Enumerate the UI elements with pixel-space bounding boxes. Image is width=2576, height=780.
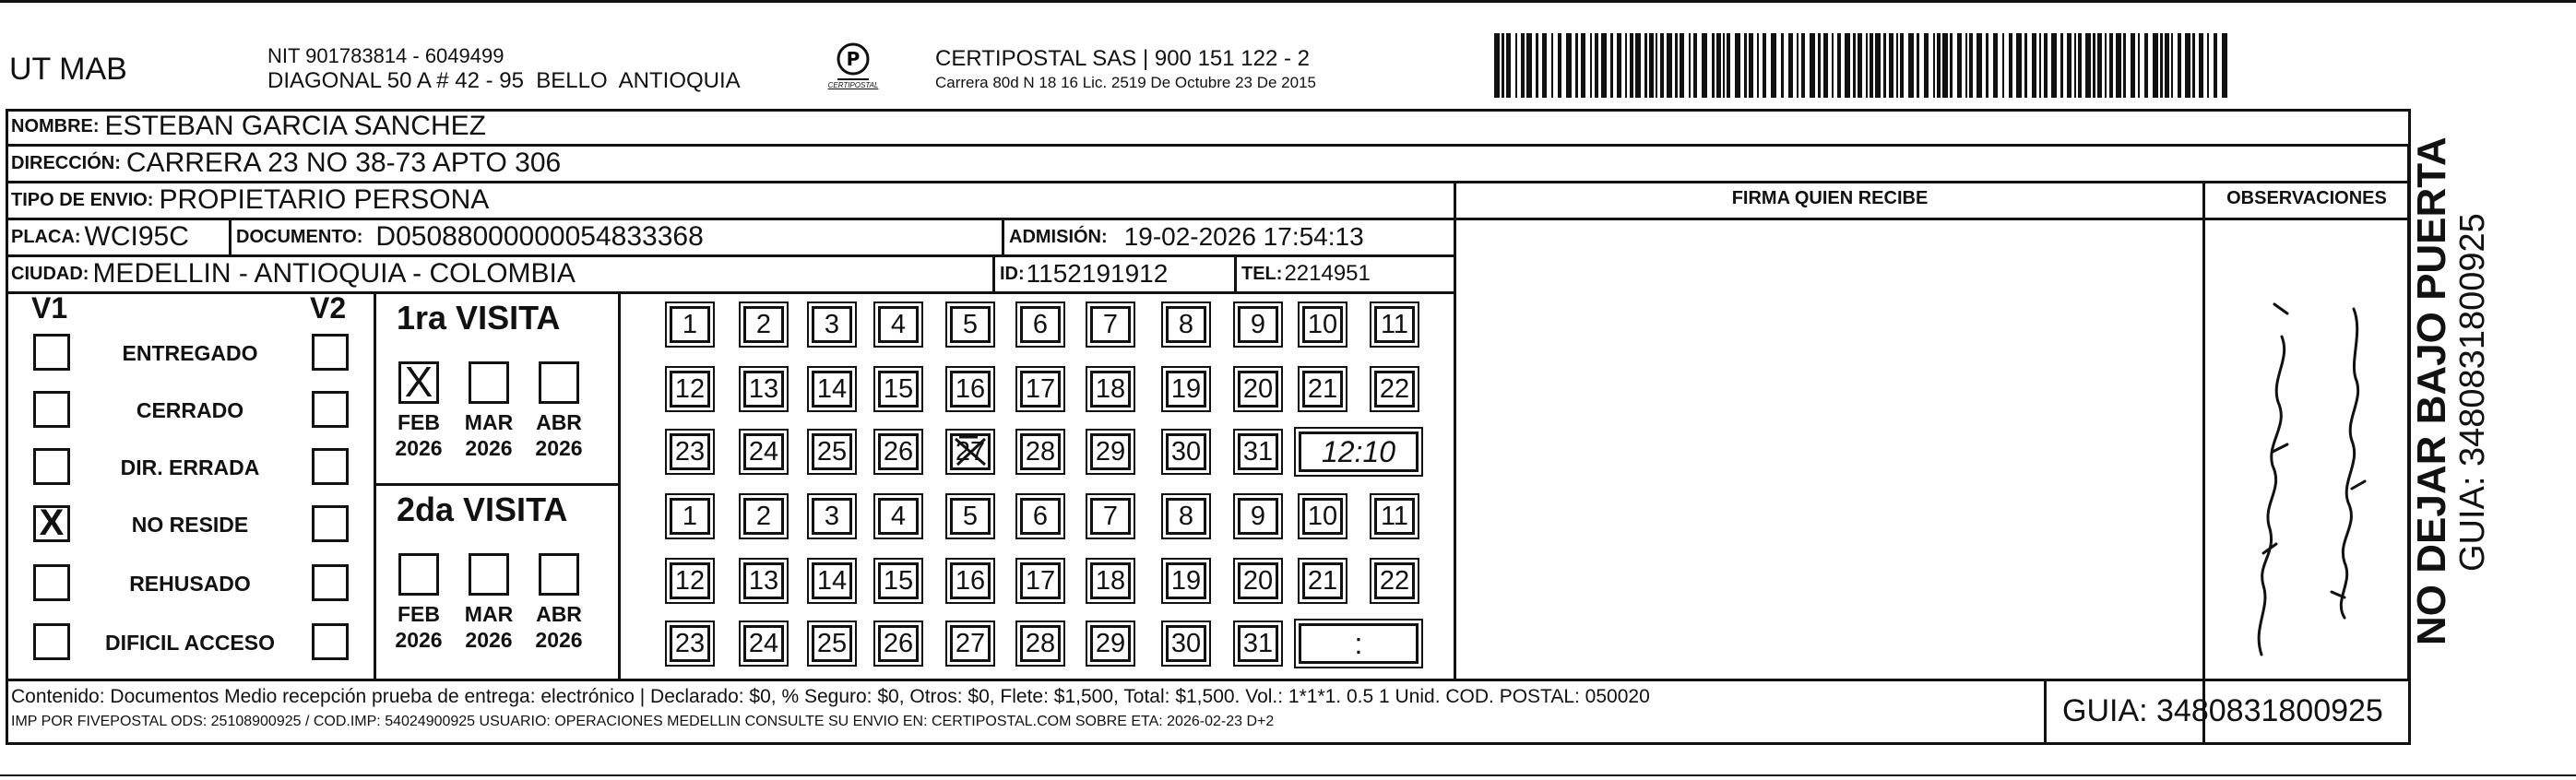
day-box[interactable]: 12 — [670, 562, 710, 599]
barcode-bar — [2016, 33, 2022, 98]
month-checkbox[interactable]: X — [398, 361, 439, 404]
v1-checkbox[interactable] — [33, 623, 70, 660]
contenido-text: Contenido: Documentos Medio recepción prueba de entrega: electrónico | Declarado: $0, % Seguro: $0, Otros: $0, Flete: $1,500, Total: $1,500. Vol.: 1*1*1. 0.5 1 Unid. COD. POSTAL: 050020 — [11, 686, 1650, 707]
month-label: FEB — [398, 410, 440, 434]
barcode-bar — [2032, 33, 2036, 98]
v1-checkbox[interactable]: X — [33, 505, 70, 542]
barcode-bar — [1781, 33, 1784, 98]
v1-checkbox[interactable] — [33, 564, 70, 601]
firma-header: FIRMA QUIEN RECIBE — [1731, 188, 1929, 208]
barcode-bar — [1969, 33, 1973, 98]
day-box[interactable]: 4 — [878, 306, 919, 343]
day-box[interactable]: 6 — [1020, 498, 1061, 535]
barcode-bar — [1575, 33, 1578, 98]
nombre-row — [11, 109, 486, 144]
day-box[interactable]: 3 — [812, 306, 852, 343]
barcode-bar — [2131, 33, 2135, 98]
month-label: MAR — [464, 602, 514, 626]
barcode-bar — [2074, 33, 2076, 98]
barcode-bar — [1986, 33, 1988, 98]
direccion-value: CARRERA 23 NO 38-73 APTO 306 — [125, 148, 562, 178]
nombre-label: NOMBRE: — [11, 115, 100, 136]
barcode-bar — [1502, 33, 1504, 98]
documento-value: D05088000000054833368 — [375, 221, 704, 252]
barcode — [1494, 33, 2232, 98]
logo-caption: CERTIPOSTAL — [827, 81, 879, 89]
imp-text: IMP POR FIVEPOSTAL ODS: 25108900925 / COD.IMP: 54024900925 USUARIO: OPERACIONES MEDELLIN CONSULTE SU ENVIO EN: CERTIPOSTAL.COM SOBRE ETA: 2026-02-23 D+2 — [11, 714, 1275, 729]
direccion-row — [11, 146, 561, 181]
status-label: DIFICIL ACCESO — [104, 631, 275, 655]
barcode-bar — [2160, 33, 2163, 98]
barcode-bar — [1837, 33, 1841, 98]
v2-label: V2 — [310, 291, 347, 325]
month-year: 2026 — [395, 628, 443, 652]
day-box[interactable]: 26 — [878, 433, 919, 470]
barcode-bar — [2178, 33, 2181, 98]
barcode-bar — [1950, 33, 1953, 98]
barcode-bar — [2039, 33, 2041, 98]
barcode-bar — [1957, 33, 1962, 98]
day-box[interactable]: 11 — [1374, 498, 1415, 535]
time-field[interactable]: 12:10 — [1299, 431, 1419, 472]
barcode-bar — [1896, 33, 1898, 98]
barcode-bar — [1712, 33, 1715, 98]
barcode-bar — [2153, 33, 2158, 98]
day-box[interactable]: 13 — [743, 562, 784, 599]
visit-title: 2da VISITA — [397, 490, 568, 528]
barcode-bar — [2067, 33, 2071, 98]
day-box[interactable]: 28 — [1020, 433, 1061, 470]
day-box[interactable]: 15 — [878, 371, 919, 408]
barcode-bar — [1801, 33, 1805, 98]
barcode-bar — [1689, 33, 1691, 98]
barcode-bar — [1536, 33, 1538, 98]
ciudad-label: CIUDAD: — [11, 263, 89, 284]
day-box[interactable]: 9 — [1238, 306, 1278, 343]
v2-checkbox[interactable] — [312, 564, 349, 601]
barcode-bar — [1667, 33, 1672, 98]
barcode-bar — [1506, 33, 1511, 98]
barcode-bar — [1610, 33, 1613, 98]
month-checkbox[interactable] — [469, 361, 509, 404]
barcode-bar — [2002, 33, 2004, 98]
month-year: 2026 — [535, 436, 583, 460]
day-box[interactable]: 5 — [950, 306, 991, 343]
day-box[interactable]: 23 — [670, 625, 710, 662]
day-box[interactable]: 2 — [743, 498, 784, 535]
barcode-bar — [1521, 33, 1525, 98]
svg-text:P: P — [846, 48, 861, 70]
barcode-bar — [1656, 33, 1657, 98]
id-label: ID: — [1000, 263, 1025, 284]
status-label: ENTREGADO — [122, 341, 258, 365]
barcode-bar — [1595, 33, 1598, 98]
company-name: UT MAB — [9, 52, 127, 87]
barcode-bar — [1702, 33, 1707, 98]
day-box[interactable]: 9 — [1238, 498, 1278, 535]
barcode-bar — [2105, 33, 2107, 98]
day-box[interactable]: 7 — [1090, 306, 1131, 343]
barcode-bar — [2222, 33, 2227, 98]
handwriting-icon — [2206, 221, 2407, 677]
v1-label: V1 — [31, 291, 68, 325]
day-box[interactable]: 24 — [743, 625, 784, 662]
day-box[interactable]: 14 — [812, 371, 852, 408]
barcode-bar — [2116, 33, 2121, 98]
barcode-bar — [1590, 33, 1592, 98]
v1-checkbox[interactable] — [33, 448, 70, 485]
day-box[interactable]: 3 — [812, 498, 852, 535]
observaciones-header: OBSERVACIONES — [2226, 188, 2387, 208]
v2-checkbox[interactable] — [312, 448, 349, 485]
barcode-bar — [1680, 33, 1684, 98]
barcode-bar — [1551, 33, 1553, 98]
barcode-bar — [1977, 33, 1982, 98]
day-box[interactable]: 18 — [1090, 371, 1131, 408]
barcode-bar — [1771, 33, 1776, 98]
ciudad-value: MEDELLIN - ANTIOQUIA - COLOMBIA — [92, 258, 576, 289]
day-box[interactable]: 7 — [1090, 498, 1131, 535]
month-checkbox[interactable] — [469, 553, 509, 596]
footer-guia: GUIA: 3480831800925 — [2062, 693, 2383, 728]
day-box[interactable]: 30 — [1166, 625, 1206, 662]
barcode-bar — [1675, 33, 1678, 98]
barcode-bar — [2044, 33, 2048, 98]
side-guia: GUIA: 3480831800925 — [2453, 213, 2492, 572]
admision-value: 19-02-2026 17:54:13 — [1123, 222, 1364, 251]
nit: NIT 901783814 - 6049499 — [267, 44, 505, 67]
v2-checkbox[interactable] — [312, 505, 349, 542]
barcode-bar — [2199, 33, 2203, 98]
barcode-bar — [1526, 33, 1532, 98]
barcode-bar — [1542, 33, 1547, 98]
barcode-bar — [2144, 33, 2148, 98]
day-box[interactable]: 8 — [1166, 498, 1206, 535]
ciudad-cell — [11, 256, 576, 291]
barcode-bar — [1494, 33, 1500, 98]
day-box[interactable]: 4 — [878, 498, 919, 535]
day-box[interactable]: 22 — [1374, 562, 1415, 599]
barcode-bar — [1744, 33, 1747, 98]
day-box[interactable]: 15 — [878, 562, 919, 599]
barcode-bar — [2078, 33, 2082, 98]
month-label: MAR — [464, 410, 514, 434]
barcode-bar — [2009, 33, 2012, 98]
day-box[interactable]: 1 — [670, 498, 710, 535]
day-box[interactable]: 25 — [812, 625, 852, 662]
barcode-bar — [1924, 33, 1929, 98]
barcode-bar — [1965, 33, 1967, 98]
v2-checkbox[interactable] — [312, 334, 349, 371]
day-box[interactable]: 23 — [670, 433, 710, 470]
barcode-bar — [1900, 33, 1904, 98]
barcode-bar — [1917, 33, 1919, 98]
day-box[interactable]: 2 — [743, 306, 784, 343]
barcode-bar — [1993, 33, 1998, 98]
tel-value: 2214951 — [1284, 261, 1371, 286]
day-box[interactable]: 10 — [1302, 498, 1343, 535]
sender-address: DIAGONAL 50 A # 42 - 95 BELLO ANTIOQUIA — [267, 68, 741, 93]
barcode-bar — [1883, 33, 1886, 98]
barcode-bar — [1630, 33, 1633, 98]
status-label: DIR. ERRADA — [120, 455, 260, 479]
barcode-bar — [1908, 33, 1914, 98]
barcode-bar — [1797, 33, 1798, 98]
barcode-bar — [2185, 33, 2190, 98]
day-box[interactable]: 27 — [950, 433, 991, 470]
admision-cell — [1009, 219, 1364, 254]
status-label: CERRADO — [136, 398, 244, 422]
barcode-bar — [2165, 33, 2169, 98]
day-box[interactable]: 31 — [1238, 625, 1278, 662]
month-year: 2026 — [395, 436, 443, 460]
placa-label: PLACA: — [11, 226, 81, 247]
bottom-border — [0, 774, 2576, 776]
barcode-bar — [1749, 33, 1753, 98]
nombre-value: ESTEBAN GARCIA SANCHEZ — [104, 111, 486, 141]
carrier-name: CERTIPOSTAL SAS | 900 151 122 - 2 — [935, 46, 1310, 71]
barcode-bar — [1660, 33, 1664, 98]
documento-cell — [236, 219, 704, 254]
barcode-bar — [1566, 33, 1572, 98]
tipo-value: PROPIETARIO PERSONA — [159, 184, 490, 215]
barcode-bar — [1845, 33, 1850, 98]
v1-checkbox[interactable] — [33, 391, 70, 428]
day-box[interactable]: 19 — [1166, 371, 1206, 408]
barcode-bar — [1693, 33, 1697, 98]
barcode-bar — [2097, 33, 2102, 98]
day-box[interactable]: 16 — [950, 562, 991, 599]
barcode-bar — [2060, 33, 2063, 98]
day-box[interactable]: 1 — [670, 306, 710, 343]
tel-cell — [1241, 256, 1371, 291]
day-box[interactable]: 29 — [1090, 433, 1131, 470]
day-box[interactable]: 21 — [1302, 562, 1343, 599]
barcode-bar — [1933, 33, 1935, 98]
barcode-bar — [1617, 33, 1621, 98]
certipostal-logo — [812, 39, 895, 100]
day-box[interactable]: 30 — [1166, 433, 1206, 470]
id-value: 1152191912 — [1026, 259, 1169, 288]
barcode-bar — [1644, 33, 1647, 98]
barcode-bar — [1716, 33, 1721, 98]
day-box[interactable]: 17 — [1020, 562, 1061, 599]
day-box[interactable]: 22 — [1374, 371, 1415, 408]
day-box[interactable]: 21 — [1302, 371, 1343, 408]
day-box[interactable]: 10 — [1302, 306, 1343, 343]
barcode-bar — [1889, 33, 1893, 98]
barcode-bar — [1723, 33, 1725, 98]
month-label: ABR — [536, 602, 582, 626]
documento-label: DOCUMENTO: — [236, 226, 363, 247]
barcode-bar — [2093, 33, 2095, 98]
barcode-bar — [2051, 33, 2057, 98]
barcode-bar — [2214, 33, 2217, 98]
day-box[interactable]: 19 — [1166, 562, 1206, 599]
barcode-bar — [1727, 33, 1730, 98]
day-box[interactable]: 6 — [1020, 306, 1061, 343]
barcode-bar — [1788, 33, 1793, 98]
v2-checkbox[interactable] — [312, 391, 349, 428]
day-box[interactable]: 5 — [950, 498, 991, 535]
barcode-bar — [1558, 33, 1561, 98]
barcode-bar — [1649, 33, 1654, 98]
day-box[interactable]: 12 — [670, 371, 710, 408]
barcode-bar — [1942, 33, 1948, 98]
barcode-bar — [1858, 33, 1862, 98]
placa-value: WCI95C — [84, 221, 189, 252]
v1-checkbox[interactable] — [33, 334, 70, 371]
barcode-bar — [2109, 33, 2113, 98]
day-box[interactable]: 14 — [812, 562, 852, 599]
barcode-bar — [1757, 33, 1759, 98]
status-label: NO RESIDE — [131, 513, 249, 537]
day-box[interactable]: 25 — [812, 433, 852, 470]
month-checkbox[interactable] — [539, 361, 579, 404]
barcode-bar — [1832, 33, 1834, 98]
day-box[interactable]: 17 — [1020, 371, 1061, 408]
barcode-bar — [1937, 33, 1941, 98]
id-cell — [1000, 256, 1168, 291]
barcode-bar — [2024, 33, 2027, 98]
barcode-bar — [1870, 33, 1873, 98]
day-box[interactable]: 29 — [1090, 625, 1131, 662]
barcode-bar — [1818, 33, 1821, 98]
day-box[interactable]: 20 — [1238, 371, 1278, 408]
day-box[interactable]: 27 — [950, 625, 991, 662]
day-box[interactable]: 8 — [1166, 306, 1206, 343]
day-box[interactable]: 26 — [878, 625, 919, 662]
month-label: FEB — [398, 602, 440, 626]
barcode-bar — [2171, 33, 2173, 98]
carrier-address: Carrera 80d N 18 16 Lic. 2519 De Octubre 23 De 2015 — [935, 74, 1316, 91]
tipo-label: TIPO DE ENVIO: — [11, 189, 154, 210]
barcode-bar — [1810, 33, 1815, 98]
barcode-bar — [2085, 33, 2091, 98]
barcode-bar — [1735, 33, 1740, 98]
barcode-bar — [2207, 33, 2209, 98]
time-field[interactable]: : — [1299, 623, 1419, 664]
month-checkbox[interactable] — [539, 553, 579, 596]
status-label: REHUSADO — [129, 572, 251, 596]
admision-label: ADMISIÓN: — [1009, 226, 1108, 247]
tipo-row — [11, 183, 489, 218]
barcode-bar — [1866, 33, 1868, 98]
day-box[interactable]: 31 — [1238, 433, 1278, 470]
barcode-bar — [1581, 33, 1585, 98]
barcode-bar — [2192, 33, 2195, 98]
barcode-bar — [2123, 33, 2126, 98]
barcode-bar — [1625, 33, 1627, 98]
day-box[interactable]: 28 — [1020, 625, 1061, 662]
visit-title: 1ra VISITA — [397, 299, 561, 337]
placa-cell — [11, 219, 189, 254]
tel-label: TEL: — [1241, 263, 1283, 284]
direccion-label: DIRECCIÓN: — [11, 152, 121, 173]
month-year: 2026 — [465, 436, 513, 460]
barcode-bar — [1763, 33, 1766, 98]
barcode-bar — [1515, 33, 1517, 98]
month-year: 2026 — [465, 628, 513, 652]
barcode-bar — [1823, 33, 1828, 98]
v2-checkbox[interactable] — [312, 623, 349, 660]
month-checkbox[interactable] — [398, 553, 439, 596]
top-border — [0, 0, 2576, 3]
observaciones-note — [2206, 221, 2407, 677]
day-box[interactable]: 18 — [1090, 562, 1131, 599]
barcode-bar — [2138, 33, 2140, 98]
barcode-bar — [1635, 33, 1641, 98]
day-box[interactable]: 13 — [743, 371, 784, 408]
day-box[interactable]: 24 — [743, 433, 784, 470]
day-box[interactable]: 11 — [1374, 306, 1415, 343]
barcode-bar — [1601, 33, 1607, 98]
month-year: 2026 — [535, 628, 583, 652]
barcode-bar — [1853, 33, 1856, 98]
day-box[interactable]: 16 — [950, 371, 991, 408]
barcode-bar — [1875, 33, 1881, 98]
logo-icon — [812, 39, 895, 100]
day-box[interactable]: 20 — [1238, 562, 1278, 599]
side-notice: NO DEJAR BAJO PUERTA — [2409, 136, 2454, 645]
month-label: ABR — [536, 410, 582, 434]
